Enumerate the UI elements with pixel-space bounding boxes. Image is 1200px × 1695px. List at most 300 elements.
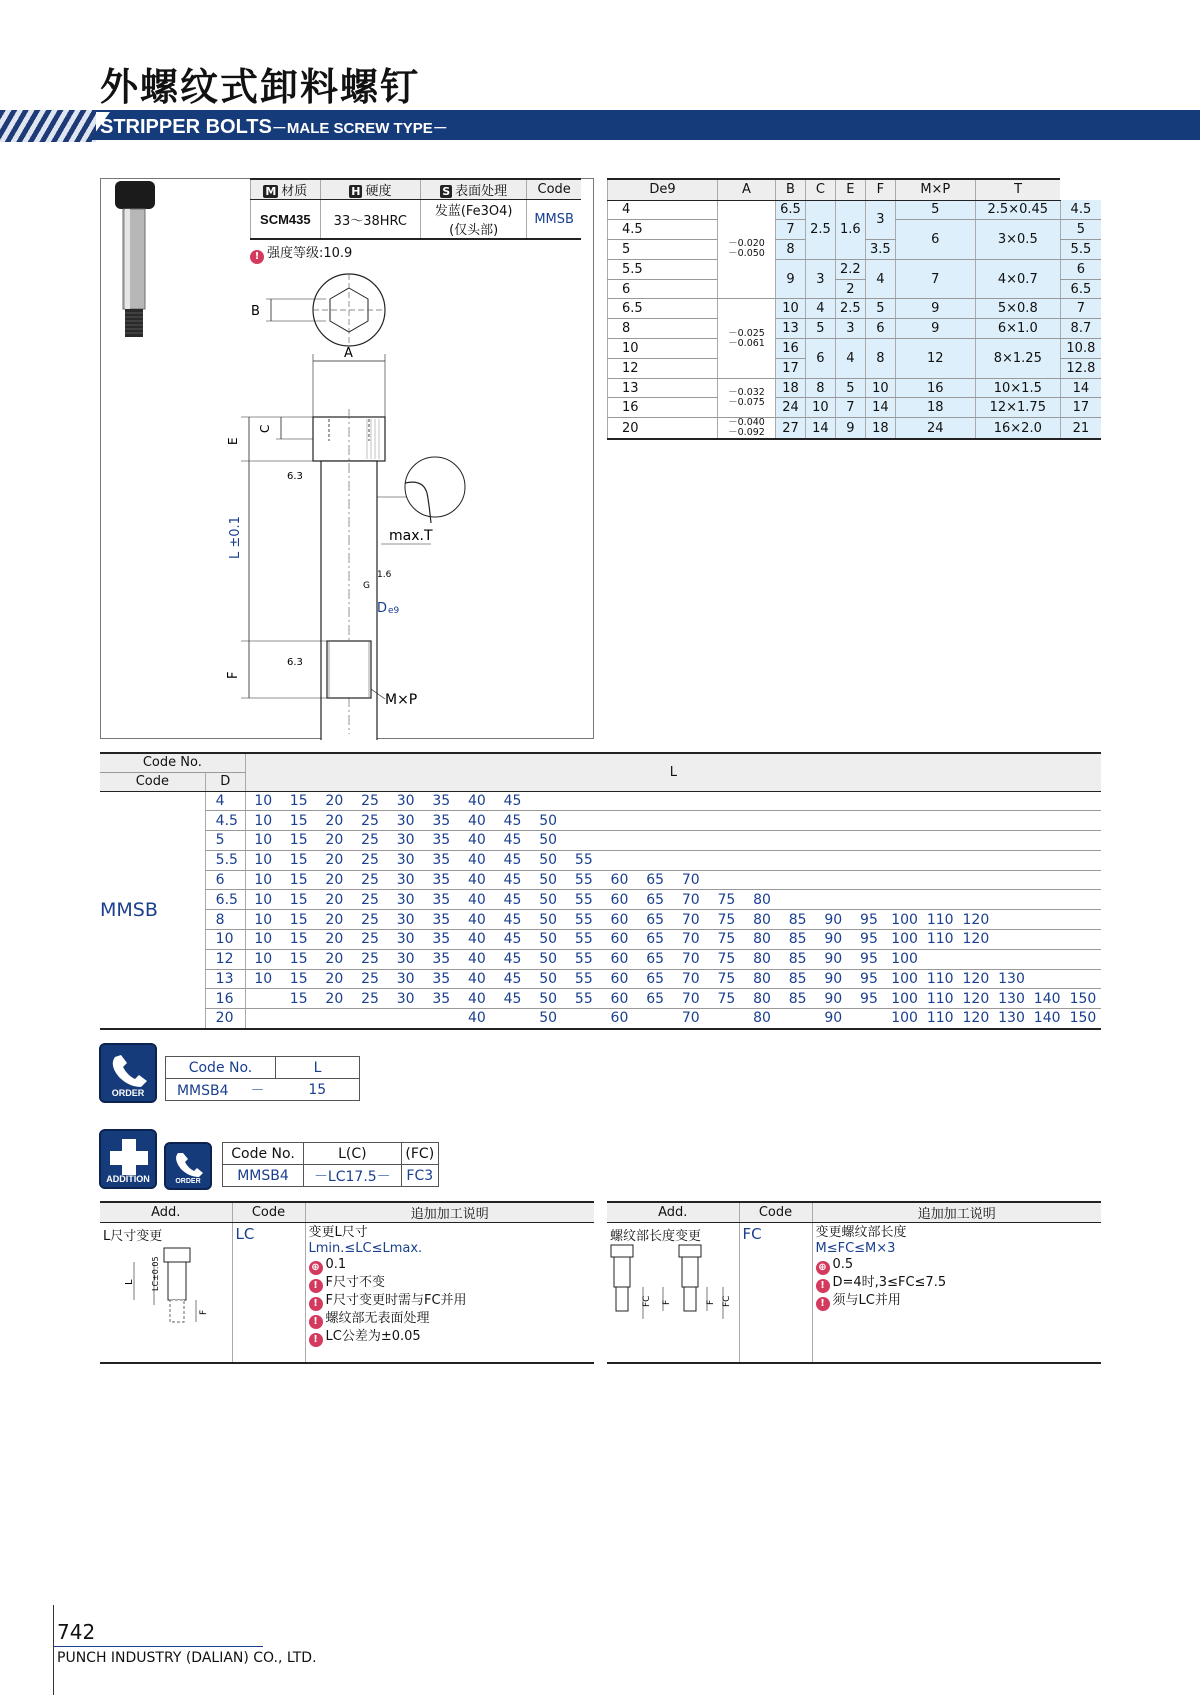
length-value bbox=[709, 831, 745, 851]
length-row bbox=[100, 850, 1101, 870]
dim-e: 5 bbox=[865, 299, 895, 319]
length-value: 60 bbox=[602, 910, 638, 930]
material-value: SCM435 bbox=[251, 200, 321, 240]
label-f: F bbox=[226, 671, 241, 679]
dim-b: 14 bbox=[805, 418, 835, 440]
add-th: 追加加工说明 bbox=[812, 1202, 1101, 1223]
length-value: 25 bbox=[352, 930, 388, 950]
svg-text:F: F bbox=[662, 1299, 672, 1305]
dim-d: 5.5 bbox=[608, 259, 718, 279]
length-value: 40 bbox=[459, 890, 495, 910]
length-value: 25 bbox=[352, 969, 388, 989]
length-value bbox=[566, 791, 602, 811]
dim-tolerance: －0.025 －0.061 bbox=[718, 299, 776, 378]
info-icon: ! bbox=[309, 1297, 323, 1311]
length-value bbox=[637, 791, 673, 811]
length-value bbox=[922, 890, 958, 910]
length-value bbox=[958, 811, 994, 831]
dim-mxp: 4×0.7 bbox=[975, 259, 1060, 299]
length-value: 120 bbox=[958, 930, 994, 950]
length-value bbox=[709, 811, 745, 831]
banner-sub: －MALE SCREW TYPE－ bbox=[271, 120, 448, 137]
len-header-d: D bbox=[205, 772, 245, 791]
info-icon: ! bbox=[309, 1315, 323, 1329]
dim-c: 3 bbox=[835, 319, 865, 339]
length-value: 35 bbox=[423, 811, 459, 831]
add-lc-name: L尺寸变更 bbox=[103, 1229, 163, 1244]
dim-d: 5 bbox=[608, 240, 718, 260]
length-value: 35 bbox=[423, 890, 459, 910]
order-header-l: L bbox=[276, 1057, 360, 1079]
length-value bbox=[709, 1009, 745, 1029]
length-value bbox=[423, 1009, 459, 1029]
length-d: 5.5 bbox=[205, 850, 245, 870]
length-value bbox=[1065, 811, 1101, 831]
length-d: 20 bbox=[205, 1009, 245, 1029]
dim-header: De9 bbox=[608, 179, 718, 200]
label-a: A bbox=[344, 346, 353, 361]
length-value: 60 bbox=[602, 930, 638, 950]
length-value: 55 bbox=[566, 890, 602, 910]
dim-e: 4 bbox=[865, 259, 895, 299]
order-icon: ORDER bbox=[99, 1043, 157, 1103]
length-value bbox=[637, 1009, 673, 1029]
product-photo bbox=[115, 181, 155, 337]
dim-d: 6 bbox=[608, 279, 718, 299]
label-e: E bbox=[226, 437, 240, 445]
length-value: 10 bbox=[245, 831, 281, 851]
length-row bbox=[100, 930, 1101, 950]
length-value: 70 bbox=[673, 969, 709, 989]
dim-f: 7 bbox=[895, 259, 975, 299]
dim-d: 10 bbox=[608, 339, 718, 359]
length-value bbox=[245, 989, 281, 1009]
svg-text:F: F bbox=[706, 1299, 716, 1305]
length-value bbox=[1029, 910, 1065, 930]
len-header-l: L bbox=[245, 753, 1101, 791]
length-value: 10 bbox=[245, 890, 281, 910]
length-d: 16 bbox=[205, 989, 245, 1009]
footer-rule bbox=[53, 1605, 54, 1695]
length-value bbox=[744, 811, 780, 831]
length-value bbox=[602, 850, 638, 870]
dim-t: 21 bbox=[1060, 418, 1101, 440]
length-row bbox=[100, 969, 1101, 989]
length-value: 55 bbox=[566, 989, 602, 1009]
length-value: 70 bbox=[673, 910, 709, 930]
dim-mxp: 10×1.5 bbox=[975, 378, 1060, 398]
length-value: 20 bbox=[317, 949, 353, 969]
length-value: 85 bbox=[780, 930, 816, 950]
addition-example-table bbox=[222, 1142, 439, 1187]
length-value: 75 bbox=[709, 949, 745, 969]
length-value: 55 bbox=[566, 910, 602, 930]
length-value: 100 bbox=[887, 930, 923, 950]
length-value bbox=[780, 791, 816, 811]
addition-table-fc bbox=[607, 1201, 1101, 1364]
length-value: 70 bbox=[673, 890, 709, 910]
length-value: 80 bbox=[744, 1009, 780, 1029]
header-hardness: H 硬度 bbox=[320, 179, 420, 200]
banner-line bbox=[96, 110, 1200, 112]
length-value: 40 bbox=[459, 969, 495, 989]
length-value bbox=[815, 831, 851, 851]
length-value bbox=[780, 1009, 816, 1029]
length-value bbox=[673, 791, 709, 811]
length-value: 25 bbox=[352, 811, 388, 831]
step-icon: ⊕ bbox=[816, 1261, 830, 1275]
length-value bbox=[1029, 831, 1065, 851]
dim-header: T bbox=[975, 179, 1060, 200]
length-value: 40 bbox=[459, 989, 495, 1009]
length-value: 45 bbox=[495, 969, 531, 989]
length-value: 90 bbox=[815, 930, 851, 950]
length-value bbox=[566, 831, 602, 851]
length-value: 60 bbox=[602, 1009, 638, 1029]
length-value: 110 bbox=[922, 969, 958, 989]
length-value: 25 bbox=[352, 890, 388, 910]
dim-d: 20 bbox=[608, 418, 718, 440]
length-value bbox=[922, 949, 958, 969]
length-row bbox=[100, 791, 1101, 811]
length-value: 65 bbox=[637, 989, 673, 1009]
length-value bbox=[317, 1009, 353, 1029]
length-value: 30 bbox=[388, 969, 424, 989]
length-value bbox=[780, 890, 816, 910]
dim-f: 9 bbox=[895, 319, 975, 339]
add-th: 追加加工说明 bbox=[305, 1202, 594, 1223]
length-value: 25 bbox=[352, 870, 388, 890]
length-value bbox=[815, 870, 851, 890]
dim-mxp: 16×2.0 bbox=[975, 418, 1060, 440]
length-value bbox=[1065, 870, 1101, 890]
section-banner bbox=[0, 110, 1200, 142]
length-value: 50 bbox=[530, 831, 566, 851]
add-th: Add. bbox=[607, 1202, 739, 1223]
length-value bbox=[1065, 831, 1101, 851]
length-value bbox=[958, 850, 994, 870]
length-value: 40 bbox=[459, 791, 495, 811]
length-value bbox=[388, 1009, 424, 1029]
add-fc-code: FC bbox=[739, 1223, 812, 1363]
length-value: 25 bbox=[352, 850, 388, 870]
length-value: 30 bbox=[388, 949, 424, 969]
footer-underline bbox=[53, 1646, 263, 1647]
dim-t: 5 bbox=[1060, 220, 1101, 240]
dim-a: 27 bbox=[776, 418, 806, 440]
length-value: 55 bbox=[566, 969, 602, 989]
add-header-codeno: Code No. bbox=[223, 1143, 304, 1165]
dim-t: 5.5 bbox=[1060, 240, 1101, 260]
dim-f: 18 bbox=[895, 398, 975, 418]
dim-header: A bbox=[718, 179, 776, 200]
add-fc-name: 螺纹部长度变更 bbox=[610, 1229, 702, 1244]
dim-d: 16 bbox=[608, 398, 718, 418]
fc-figure bbox=[607, 1243, 737, 1343]
header-surface: S 表面处理 bbox=[421, 179, 527, 200]
length-value: 70 bbox=[673, 870, 709, 890]
dim-mxp: 12×1.75 bbox=[975, 398, 1060, 418]
length-value: 10 bbox=[245, 811, 281, 831]
add-lc-desc: 变更L尺寸 Lmin.≤LC≤Lmax. ⊕ 0.1 ! F尺寸不变 ! F尺寸变更时需与FC并用 ! 螺纹部无表面处理 ! LC公差为±0.05 bbox=[305, 1223, 594, 1363]
length-value: 15 bbox=[281, 791, 317, 811]
length-value: 25 bbox=[352, 791, 388, 811]
length-value: 30 bbox=[388, 831, 424, 851]
add-lc-cell bbox=[100, 1223, 232, 1363]
code-value: MMSB bbox=[527, 200, 581, 240]
length-value: 70 bbox=[673, 930, 709, 950]
length-row bbox=[100, 890, 1101, 910]
length-value: 45 bbox=[495, 850, 531, 870]
length-value: 20 bbox=[317, 969, 353, 989]
length-value: 65 bbox=[637, 930, 673, 950]
dim-t: 6 bbox=[1060, 259, 1101, 279]
dim-header: M×P bbox=[895, 179, 975, 200]
length-value: 85 bbox=[780, 910, 816, 930]
length-d: 4 bbox=[205, 791, 245, 811]
info-icon: ! bbox=[816, 1297, 830, 1311]
dimension-table bbox=[607, 178, 1101, 440]
dim-mxp: 5×0.8 bbox=[975, 299, 1060, 319]
length-value: 40 bbox=[459, 870, 495, 890]
dim-tolerance: －0.032 －0.075 bbox=[718, 378, 776, 418]
length-value: 140 bbox=[1029, 1009, 1065, 1029]
label-l: L ±0.1 bbox=[228, 516, 243, 559]
length-value bbox=[780, 870, 816, 890]
length-value: 75 bbox=[709, 910, 745, 930]
length-value: 55 bbox=[566, 949, 602, 969]
length-value: 50 bbox=[530, 850, 566, 870]
dim-a: 7 bbox=[776, 220, 806, 240]
addition-icon: ADDITION bbox=[99, 1129, 157, 1189]
length-value bbox=[958, 949, 994, 969]
length-value: 130 bbox=[994, 1009, 1030, 1029]
length-value: 100 bbox=[887, 910, 923, 930]
banner-text bbox=[100, 116, 448, 139]
dim-t: 10.8 bbox=[1060, 339, 1101, 359]
length-value bbox=[851, 811, 887, 831]
len-header-code: Code bbox=[100, 772, 205, 791]
svg-text:FC: FC bbox=[642, 1295, 652, 1307]
length-value: 10 bbox=[245, 969, 281, 989]
length-value bbox=[352, 1009, 388, 1029]
length-value: 15 bbox=[281, 949, 317, 969]
dim-header: C bbox=[805, 179, 835, 200]
length-value bbox=[922, 791, 958, 811]
length-value bbox=[673, 831, 709, 851]
length-value: 50 bbox=[530, 890, 566, 910]
length-value bbox=[1029, 949, 1065, 969]
length-value: 110 bbox=[922, 1009, 958, 1029]
add-lc-code: LC bbox=[232, 1223, 305, 1363]
length-value bbox=[281, 1009, 317, 1029]
length-value: 45 bbox=[495, 831, 531, 851]
length-value bbox=[780, 831, 816, 851]
info-icon: ! bbox=[816, 1279, 830, 1293]
label-roughness-3: 6.3 bbox=[287, 657, 303, 668]
length-value bbox=[994, 890, 1030, 910]
length-value: 85 bbox=[780, 949, 816, 969]
length-value bbox=[709, 850, 745, 870]
length-value bbox=[994, 850, 1030, 870]
add-header-lc: L(C) bbox=[304, 1143, 402, 1165]
length-value: 110 bbox=[922, 989, 958, 1009]
length-value: 20 bbox=[317, 811, 353, 831]
length-value bbox=[744, 870, 780, 890]
info-icon: ! bbox=[309, 1333, 323, 1347]
length-d: 13 bbox=[205, 969, 245, 989]
length-value bbox=[709, 870, 745, 890]
dim-e: 6 bbox=[865, 319, 895, 339]
add-fc-cell bbox=[607, 1223, 739, 1363]
length-value bbox=[673, 811, 709, 831]
length-table bbox=[100, 752, 1101, 1030]
dim-c: 5 bbox=[835, 378, 865, 398]
length-value bbox=[815, 850, 851, 870]
dim-e: 10 bbox=[865, 378, 895, 398]
hardness-value: 33～38HRC bbox=[320, 200, 420, 240]
company-name: PUNCH INDUSTRY (DALIAN) CO., LTD. bbox=[57, 1650, 317, 1666]
dim-t: 17 bbox=[1060, 398, 1101, 418]
dim-c: 1.6 bbox=[835, 200, 865, 259]
length-value: 120 bbox=[958, 1009, 994, 1029]
length-value bbox=[744, 791, 780, 811]
length-value bbox=[922, 870, 958, 890]
length-value bbox=[994, 831, 1030, 851]
length-value bbox=[1029, 850, 1065, 870]
surface-value: 发蓝(Fe3O4) (仅头部) bbox=[421, 200, 527, 240]
length-value: 65 bbox=[637, 870, 673, 890]
length-value: 10 bbox=[245, 850, 281, 870]
length-value: 50 bbox=[530, 969, 566, 989]
length-value: 35 bbox=[423, 850, 459, 870]
length-value: 50 bbox=[530, 930, 566, 950]
dim-a: 16 bbox=[776, 339, 806, 359]
length-value: 95 bbox=[851, 910, 887, 930]
length-value bbox=[1029, 969, 1065, 989]
length-value bbox=[637, 831, 673, 851]
length-value bbox=[994, 910, 1030, 930]
dim-c: 2.2 bbox=[835, 259, 865, 279]
order-example-table bbox=[165, 1056, 360, 1101]
length-value: 15 bbox=[281, 850, 317, 870]
length-value: 15 bbox=[281, 969, 317, 989]
length-value bbox=[958, 831, 994, 851]
length-value: 75 bbox=[709, 969, 745, 989]
length-value bbox=[887, 890, 923, 910]
order-code: MMSB4 － bbox=[166, 1079, 276, 1101]
length-value: 10 bbox=[245, 949, 281, 969]
length-value: 30 bbox=[388, 890, 424, 910]
length-value bbox=[851, 870, 887, 890]
dim-a: 9 bbox=[776, 259, 806, 299]
length-value bbox=[1065, 890, 1101, 910]
dim-d: 12 bbox=[608, 358, 718, 378]
dim-b: 8 bbox=[805, 378, 835, 398]
length-value bbox=[1029, 870, 1065, 890]
length-value: 55 bbox=[566, 870, 602, 890]
length-d: 4.5 bbox=[205, 811, 245, 831]
length-value: 65 bbox=[637, 969, 673, 989]
length-value: 35 bbox=[423, 989, 459, 1009]
length-value: 30 bbox=[388, 870, 424, 890]
length-value bbox=[851, 791, 887, 811]
length-value bbox=[994, 811, 1030, 831]
length-value: 150 bbox=[1065, 989, 1101, 1009]
banner-main: STRIPPER BOLTS bbox=[100, 116, 272, 138]
length-d: 10 bbox=[205, 930, 245, 950]
dim-b: 10 bbox=[805, 398, 835, 418]
length-row bbox=[100, 811, 1101, 831]
length-value: 90 bbox=[815, 969, 851, 989]
dim-a: 24 bbox=[776, 398, 806, 418]
strength-note: ! 强度等级:10.9 bbox=[250, 242, 352, 264]
length-value: 20 bbox=[317, 910, 353, 930]
label-g: G bbox=[363, 581, 370, 591]
page-number: 742 bbox=[57, 1620, 96, 1644]
length-value: 110 bbox=[922, 930, 958, 950]
length-value bbox=[887, 791, 923, 811]
length-value bbox=[994, 791, 1030, 811]
length-d: 8 bbox=[205, 910, 245, 930]
banner-stripe bbox=[0, 110, 96, 142]
length-value: 50 bbox=[530, 811, 566, 831]
length-value: 45 bbox=[495, 791, 531, 811]
order-icon-small: ORDER bbox=[164, 1142, 212, 1190]
label-c: C bbox=[258, 424, 272, 433]
dim-d: 6.5 bbox=[608, 299, 718, 319]
dim-b: 3 bbox=[805, 259, 835, 299]
length-value: 20 bbox=[317, 831, 353, 851]
length-value: 35 bbox=[423, 969, 459, 989]
length-value: 10 bbox=[245, 910, 281, 930]
add-fc-desc: 变更螺纹部长度 M≤FC≤M×3 ⊕ 0.5 ! D=4时,3≤FC≤7.5 ! 须与LC并用 bbox=[812, 1223, 1101, 1363]
length-value: 70 bbox=[673, 949, 709, 969]
length-value bbox=[530, 791, 566, 811]
label-mxp: M×P bbox=[385, 692, 418, 708]
dim-e: 14 bbox=[865, 398, 895, 418]
length-value bbox=[1065, 850, 1101, 870]
dim-a: 18 bbox=[776, 378, 806, 398]
add-fc: FC3 bbox=[401, 1165, 438, 1187]
length-value: 80 bbox=[744, 890, 780, 910]
length-value bbox=[566, 811, 602, 831]
length-value: 15 bbox=[281, 811, 317, 831]
length-value bbox=[495, 1009, 531, 1029]
add-th: Add. bbox=[100, 1202, 232, 1223]
len-header-codeno: Code No. bbox=[100, 753, 245, 772]
length-value: 15 bbox=[281, 910, 317, 930]
dim-header: B bbox=[776, 179, 806, 200]
length-value: 50 bbox=[530, 870, 566, 890]
length-value: 30 bbox=[388, 791, 424, 811]
length-value: 80 bbox=[744, 930, 780, 950]
length-value: 50 bbox=[530, 910, 566, 930]
length-row bbox=[100, 870, 1101, 890]
length-d: 6.5 bbox=[205, 890, 245, 910]
length-value: 30 bbox=[388, 930, 424, 950]
length-d: 12 bbox=[205, 949, 245, 969]
length-value bbox=[1029, 930, 1065, 950]
length-value: 40 bbox=[459, 949, 495, 969]
length-value bbox=[994, 949, 1030, 969]
dim-a: 17 bbox=[776, 358, 806, 378]
length-value: 45 bbox=[495, 910, 531, 930]
length-value: 30 bbox=[388, 989, 424, 1009]
dim-c: 2.5 bbox=[835, 299, 865, 319]
length-value bbox=[637, 850, 673, 870]
dim-c: 2 bbox=[835, 279, 865, 299]
